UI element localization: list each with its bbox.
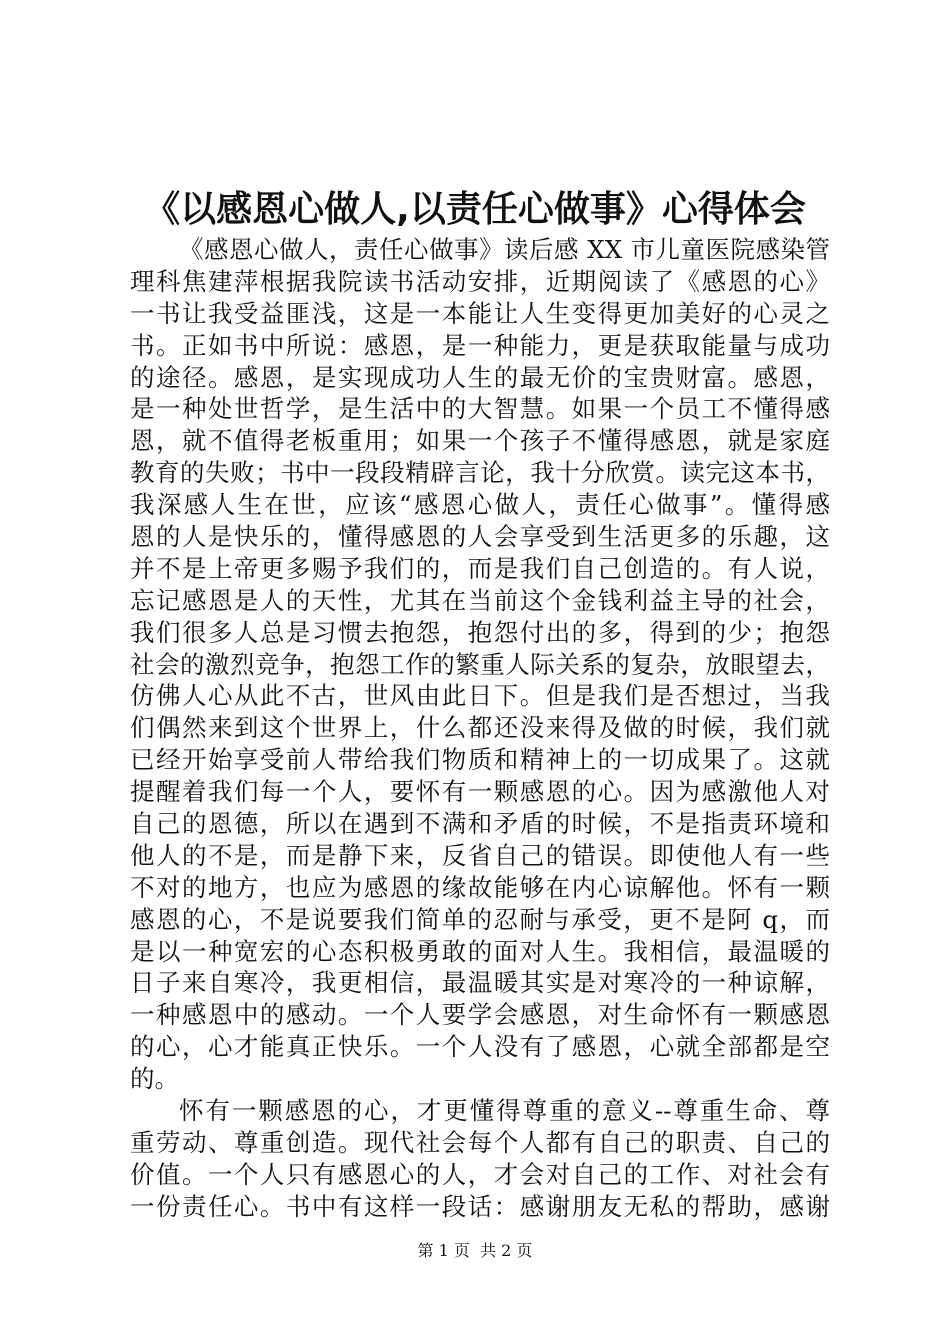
paragraph-line: 自己的恩德，所以在遇到不满和矛盾的时候，不是指责环境和 bbox=[130, 809, 830, 839]
paragraph-line: 恩的人是快乐的，懂得感恩的人会享受到生活更多的乐趣，这 bbox=[130, 522, 830, 552]
paragraph-line: 重劳动、尊重创造。现代社会每个人都有自己的职责、自己的 bbox=[130, 1127, 830, 1157]
paragraph-line: 已经开始享受前人带给我们物质和精神上的一切成果了。这就 bbox=[130, 745, 830, 775]
paragraph-line: 书。正如书中所说：感恩，是一种能力，更是获取能量与成功 bbox=[130, 330, 830, 360]
paragraph-line: 忘记感恩是人的天性，尤其在当前这个金钱利益主导的社会， bbox=[130, 585, 830, 615]
paragraph-line: 们偶然来到这个世界上，什么都还没来得及做的时候，我们就 bbox=[130, 713, 830, 743]
document-title: 《以感恩心做人,以责任心做事》心得体会 bbox=[144, 189, 806, 230]
paragraph-line: 怀有一颗感恩的心，才更懂得尊重的意义--尊重生命、尊 bbox=[179, 1096, 830, 1126]
paragraph-line: 提醒着我们每一个人，要怀有一颗感恩的心。因为感激他人对 bbox=[130, 777, 830, 807]
paragraph-line: 的途径。感恩，是实现成功人生的最无价的宝贵财富。感恩， bbox=[130, 362, 830, 392]
paragraph-line: 一种感恩中的感动。一个人要学会感恩，对生命怀有一颗感恩 bbox=[130, 1000, 830, 1030]
paragraph-line: 价值。一个人只有感恩心的人，才会对自己的工作、对社会有 bbox=[130, 1159, 830, 1189]
paragraph-line: 感恩的心，不是说要我们简单的忍耐与承受，更不是阿 q，而 bbox=[130, 904, 830, 934]
paragraph-line: 教育的失败；书中一段段精辟言论，我十分欣赏。读完这本书， bbox=[130, 458, 830, 488]
paragraph-line: 他人的不是，而是静下来，反省自己的错误。即使他人有一些 bbox=[130, 840, 830, 870]
paragraph-line: 理科焦建萍根据我院读书活动安排，近期阅读了《感恩的心》 bbox=[130, 266, 830, 296]
paragraph-line: 我们很多人总是习惯去抱怨，抱怨付出的多，得到的少；抱怨 bbox=[130, 617, 830, 647]
paragraph-line: 的。 bbox=[130, 1064, 179, 1094]
paragraph-line: 我深感人生在世，应该“感恩心做人，责任心做事”。懂得感 bbox=[130, 490, 830, 520]
paragraph-line: 《感恩心做人，责任心做事》读后感 XX 市儿童医院感染管 bbox=[179, 235, 830, 264]
paragraph-line: 的心，心才能真正快乐。一个人没有了感恩，心就全部都是空 bbox=[130, 1032, 830, 1062]
paragraph-line: 是以一种宽宏的心态积极勇敢的面对人生。我相信，最温暖的 bbox=[130, 936, 830, 966]
paragraph-line: 社会的激烈竞争，抱怨工作的繁重人际关系的复杂，放眼望去， bbox=[130, 649, 830, 679]
paragraph-line: 恩，就不值得老板重用；如果一个孩子不懂得感恩，就是家庭 bbox=[130, 426, 830, 456]
paragraph-line: 日子来自寒冷，我更相信，最温暖其实是对寒冷的一种谅解， bbox=[130, 968, 830, 998]
paragraph-line: 并不是上帝更多赐予我们的，而是我们自己创造的。有人说， bbox=[130, 553, 830, 583]
paragraph-line: 不对的地方，也应为感恩的缘故能够在内心谅解他。怀有一颗 bbox=[130, 872, 830, 902]
page-footer: 第 1 页 共 2 页 bbox=[417, 1241, 533, 1260]
paragraph-line: 一份责任心。书中有这样一段话：感谢朋友无私的帮助，感谢 bbox=[130, 1191, 830, 1221]
paragraph-line: 一书让我受益匪浅，这是一本能让人生变得更加美好的心灵之 bbox=[130, 298, 830, 328]
paragraph-line: 仿佛人心从此不古，世风由此日下。但是我们是否想过，当我 bbox=[130, 681, 830, 711]
document-body bbox=[130, 234, 830, 1223]
paragraph-line: 是一种处世哲学，是生活中的大智慧。如果一个员工不懂得感 bbox=[130, 394, 830, 424]
